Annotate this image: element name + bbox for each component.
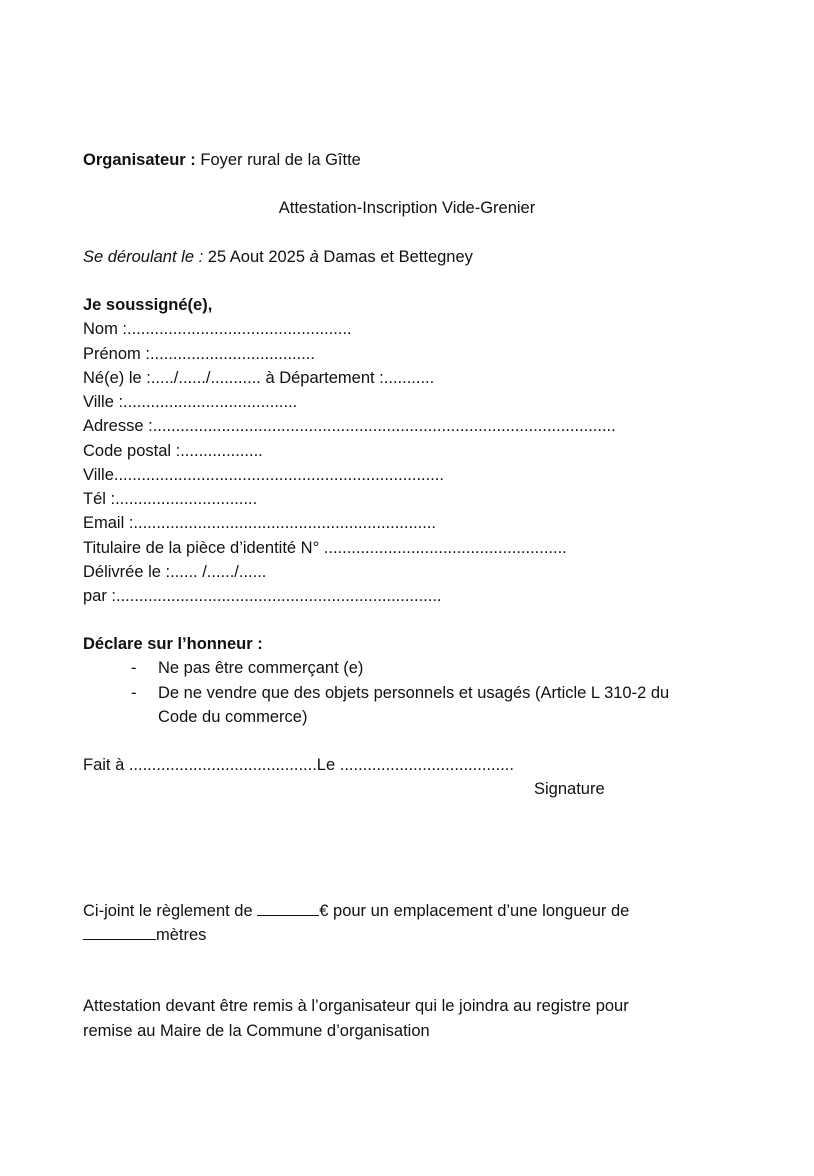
bullet-marker: - (131, 684, 137, 702)
field-prenom: Prénom :.................................... (83, 345, 315, 363)
event-label: Se déroulant le : (83, 248, 204, 266)
payment-text-2: € pour un emplacement d’une longueur de (319, 902, 630, 920)
organizer-line (83, 150, 361, 170)
payment-text-1: Ci-joint le règlement de (83, 902, 253, 920)
event-line (83, 247, 473, 267)
declare-heading: Déclare sur l’honneur : (83, 635, 263, 653)
declare-item-2-cont: Code du commerce) (158, 708, 308, 726)
payment-line-2 (83, 925, 206, 945)
declare-item-1: Ne pas être commerçant (e) (158, 659, 364, 677)
organizer-label: Organisateur : (83, 151, 196, 169)
amount-blank (257, 901, 319, 916)
field-piece-identite: Titulaire de la pièce d’identité N° ..................................................... (83, 539, 567, 557)
field-par: par :....................................................................... (83, 587, 442, 605)
field-ville-2: Ville........................................................................ (83, 466, 444, 484)
footer-line-2: remise au Maire de la Commune d’organisation (83, 1022, 430, 1040)
bullet-marker: - (131, 659, 137, 677)
payment-text-3: mètres (156, 926, 207, 944)
field-nom: Nom :................................................. (83, 320, 352, 338)
undersigned-heading: Je soussigné(e), (83, 296, 213, 314)
payment-line (83, 901, 629, 921)
organizer-value: Foyer rural de la Gîtte (200, 151, 361, 169)
event-at: à (309, 248, 319, 266)
signature-label: Signature (534, 780, 605, 798)
field-adresse: Adresse :..................................................................................................... (83, 417, 616, 435)
signoff-line: Fait à .........................................Le ...................................... (83, 756, 514, 774)
field-email: Email :.................................................................. (83, 514, 436, 532)
field-ville: Ville :...................................... (83, 393, 298, 411)
field-naissance: Né(e) le :...../....../........... à Département :........... (83, 369, 435, 387)
field-delivree: Délivrée le :...... /....../...... (83, 563, 267, 581)
field-tel: Tél :............................... (83, 490, 258, 508)
declare-item-2: De ne vendre que des objets personnels et usagés (Article L 310-2 du (158, 684, 670, 702)
length-blank (83, 925, 156, 940)
document-title: Attestation-Inscription Vide-Grenier (278, 199, 536, 217)
event-date: 25 Aout 2025 (207, 248, 306, 266)
field-code-postal: Code postal :.................. (83, 442, 263, 460)
footer-line-1: Attestation devant être remis à l’organisateur qui le joindra au registre pour (83, 997, 629, 1015)
event-place: Damas et Bettegney (323, 248, 473, 266)
